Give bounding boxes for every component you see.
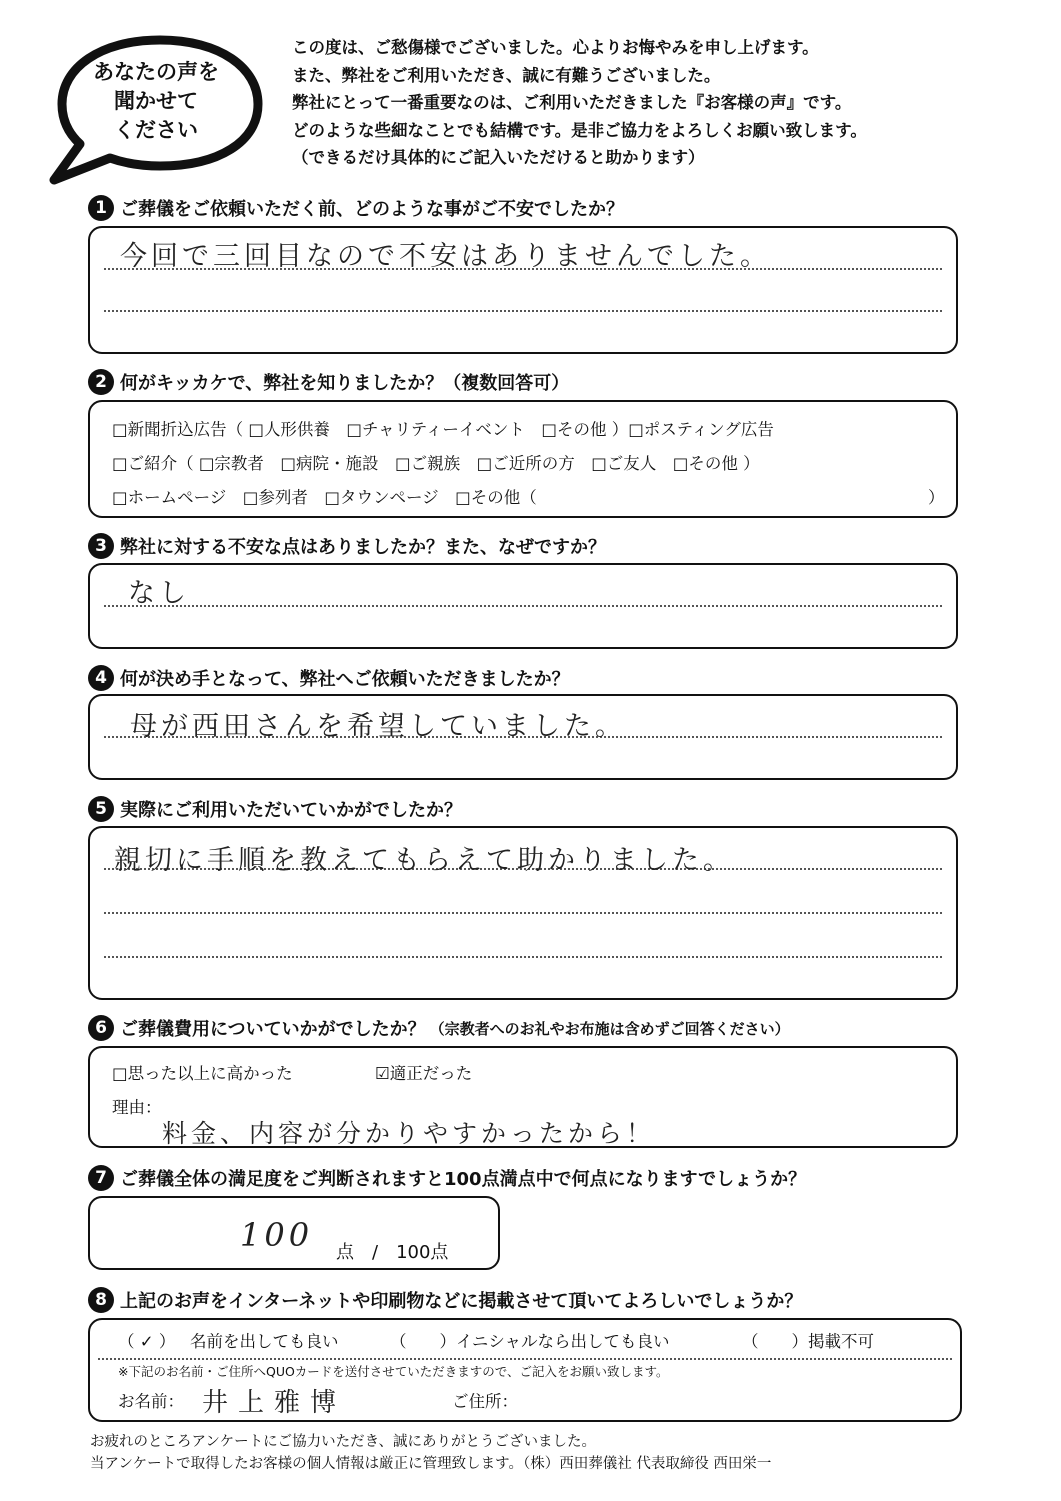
question-text: ご葬儀をご依頼いただく前、どのような事がご不安でしたか？: [120, 199, 624, 220]
handwritten-answer: 親切に手順を教えてもらえて助かりました。: [114, 845, 734, 876]
option-fair[interactable]: ☑適正だった: [375, 1064, 473, 1083]
option-close-paren: ）: [928, 488, 945, 507]
notice-text: ※下記のお名前・ご住所へQUOカードを送付させていただきますので、ご記入をお願い致します。: [118, 1364, 669, 1379]
handwritten-name[interactable]: 井上雅博: [202, 1388, 347, 1418]
handwritten-reason: 料金、内容が分かりやすかったから！: [162, 1119, 656, 1148]
question-number: 4: [88, 665, 114, 691]
handwritten-answer: 母が西田さんを希望していました。: [130, 711, 626, 742]
question-text: ご葬儀費用についていかがでしたか？: [120, 1019, 426, 1040]
question-number: 3: [88, 533, 114, 559]
question-6: [88, 1014, 790, 1042]
question-number: 8: [88, 1287, 114, 1313]
question-text: 何が決め手となって、弊社へご依頼いただきましたか？: [120, 669, 570, 690]
option-2-label: イニシャルなら出しても良い: [456, 1332, 670, 1351]
option-row[interactable]: □ご紹介（ □宗教者 □病院・施設 □ご親族 □ご近所の方 □ご友人 □その他 ）: [112, 454, 760, 473]
address-label: ご住所：: [452, 1392, 518, 1411]
intro-text: この度は、ご愁傷様でございました。心よりお悔やみを申し上げます。 また、弊社をご利用いただき、誠に有難うございました。 弊社にとって一番重要なのは、ご利用いただきました『お客様の声』です。 どのような些細なことでも結構です。是非ご協力をよろしくお願い致します。 （できるだけ具体的にご記入いただけると助かります）: [292, 38, 867, 167]
option-high[interactable]: □思った以上に高かった: [112, 1064, 293, 1083]
handwritten-score: 100: [240, 1216, 314, 1254]
name-label: お名前：: [118, 1392, 184, 1411]
option-3-label: 掲載不可: [808, 1332, 874, 1351]
question-5: [88, 795, 462, 823]
option-row[interactable]: □新聞折込広告（ □人形供養 □チャリティーイベント □その他 ）□ポスティング広告: [112, 420, 774, 439]
footer-privacy: 当アンケートで取得したお客様の個人情報は厳正に管理致します。（株）西田葬儀社 代表取締役 西田栄一: [90, 1456, 772, 1472]
publication-box: [88, 1318, 962, 1422]
score-suffix: 点 / 100点: [336, 1242, 449, 1263]
question-7: [88, 1164, 806, 1192]
question-8: [88, 1286, 802, 1314]
option-3-mark[interactable]: （ ）: [742, 1332, 808, 1351]
question-number: 2: [88, 369, 114, 395]
question-4: [88, 664, 570, 692]
bubble-title: あなたの声を 聞かせて ください: [93, 60, 219, 142]
question-note: （宗教者へのお礼やお布施は含めずご回答ください）: [429, 1019, 790, 1038]
option-1-label: 名前を出しても良い: [190, 1332, 339, 1351]
handwritten-answer: なし: [128, 578, 190, 609]
answer-box-6: [88, 1046, 958, 1148]
score-box[interactable]: [88, 1196, 500, 1270]
question-text: 何がキッカケで、弊社を知りましたか？（複数回答可）: [120, 373, 570, 394]
reason-label: 理由：: [112, 1098, 162, 1117]
answer-box-4[interactable]: [88, 694, 958, 780]
question-number: 5: [88, 796, 114, 822]
question-3: [88, 532, 606, 560]
question-text: ご葬儀全体の満足度をご判断されますと100点満点中で何点になりますでしょうか？: [120, 1169, 807, 1190]
question-text: 上記のお声をインターネットや印刷物などに掲載させて頂いてよろしいでしょうか？: [120, 1291, 803, 1312]
option-1-mark[interactable]: （ ✓ ）: [118, 1332, 176, 1351]
question-2: [88, 368, 569, 396]
question-text: 実際にご利用いただいていかがでしたか？: [120, 800, 462, 821]
question-1: [88, 194, 624, 222]
answer-box-1[interactable]: [88, 226, 958, 354]
option-row[interactable]: □ホームページ □参列者 □タウンページ □その他（: [112, 488, 537, 507]
question-number: 7: [88, 1165, 114, 1191]
answer-box-3[interactable]: [88, 563, 958, 649]
question-number: 1: [88, 195, 114, 221]
handwritten-answer: 今回で三回目なので不安はありませんでした。: [120, 241, 771, 272]
question-text: 弊社に対する不安な点はありましたか？また、なぜですか？: [120, 537, 606, 558]
options-box-2: [88, 400, 958, 518]
answer-box-5[interactable]: [88, 826, 958, 1000]
question-number: 6: [88, 1015, 114, 1041]
footer-thanks: お疲れのところアンケートにご協力いただき、誠にありがとうございました。: [90, 1434, 597, 1450]
option-2-mark[interactable]: （ ）: [390, 1332, 456, 1351]
